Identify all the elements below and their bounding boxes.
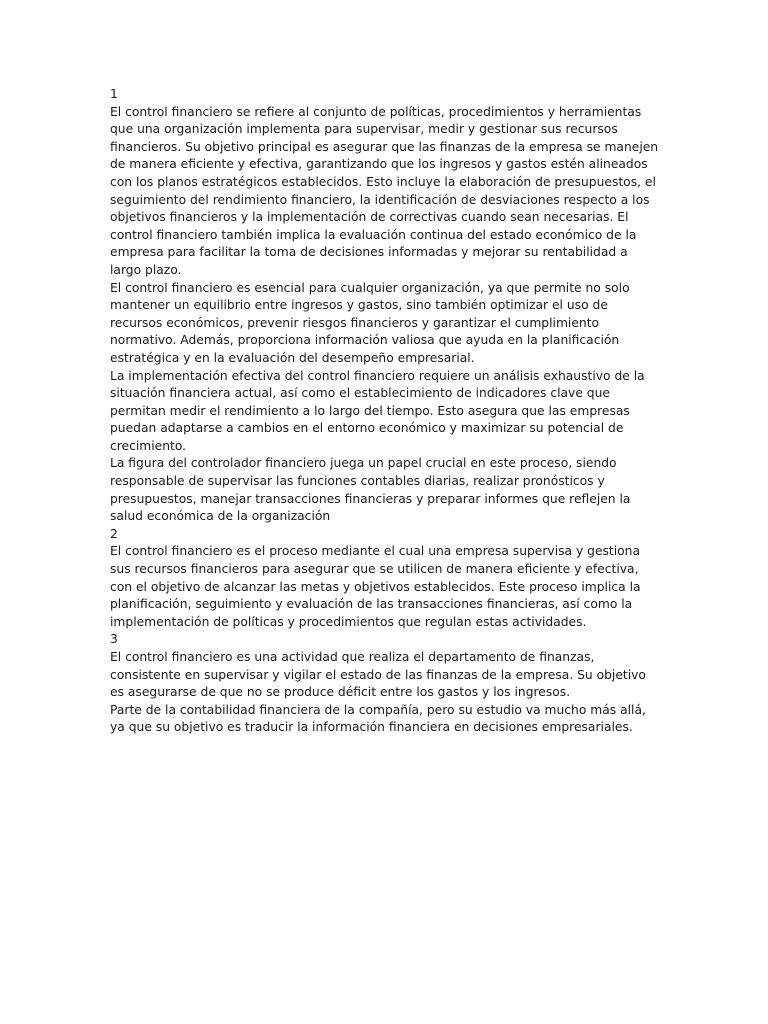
paragraph-1-1: El control financiero se refiere al conjunto de políticas, procedimientos y herramientas que una organización implementa para supervisar, medir y gestionar sus recursos financieros. Su objetivo principal es asegurar que las finanzas de la empresa se manejen de manera eficiente y efectiva, garantizando que los ingresos y gastos estén alineados con los planos estratégicos establecidos. Esto incluye la elaboración de presupuestos, el seguimiento del rendimiento financiero, la identificación de desviaciones respecto a los objetivos financieros y la implementación de correctivas cuando sean necesarias. El control financiero también implica la evaluación continua del estado económico de la empresa para facilitar la toma de decisiones informadas y mejorar su rentabilidad a largo plazo. <box>110 104 659 277</box>
paragraph-2-1: El control financiero es el proceso mediante el cual una empresa supervisa y gestiona sus recursos financieros para asegurar que se utilicen de manera eficiente y efectiva, con el objetivo de alcanzar las metas y objetivos establecidos. Este proceso implica la planificación, seguimiento y evaluación de las transacciones financieras, así como la implementación de políticas y procedimientos que regulan estas actividades. <box>110 544 641 629</box>
paragraph-3-1: El control financiero es una actividad que realiza el departamento de finanzas, consistente en supervisar y vigilar el estado de las finanzas de la empresa. Su objetivo es asegurarse de que no se produce déficit entre los gastos y los ingresos. <box>110 650 646 700</box>
section-number-2: 2 <box>110 526 118 541</box>
paragraph-1-4: La figura del controlador financiero juega un papel crucial en este proceso, siendo responsable de supervisar las funciones contables diarias, realizar pronósticos y presupuestos, manejar transacciones financieras y preparar informes que reflejen la salud económica de la organización <box>110 456 631 524</box>
paragraph-3-2: Parte de la contabilidad financiera de la compañía, pero su estudio va mucho más allá, ya que su objetivo es traducir la información financiera en decisiones empresariales. <box>110 702 646 735</box>
paragraph-1-2: El control financiero es esencial para cualquier organización, ya que permite no solo mantener un equilibrio entre ingresos y gastos, sino también optimizar el uso de recursos económicos, prevenir riesgos financieros y garantizar el cumplimiento normativo. Además, proporciona información valiosa que ayuda en la planificación estratégica y en la evaluación del desempeño empresarial. <box>110 280 630 365</box>
section-number-3: 3 <box>110 632 118 647</box>
document-body <box>110 86 662 737</box>
paragraph-1-3: La implementación efectiva del control financiero requiere un análisis exhaustivo de la situación financiera actual, así como el establecimiento de indicadores clave que permitan medir el rendimiento a lo largo del tiempo. Esto asegura que las empresas puedan adaptarse a cambios en el entorno económico y maximizar su potencial de crecimiento. <box>110 368 645 453</box>
section-number-1: 1 <box>110 87 118 101</box>
